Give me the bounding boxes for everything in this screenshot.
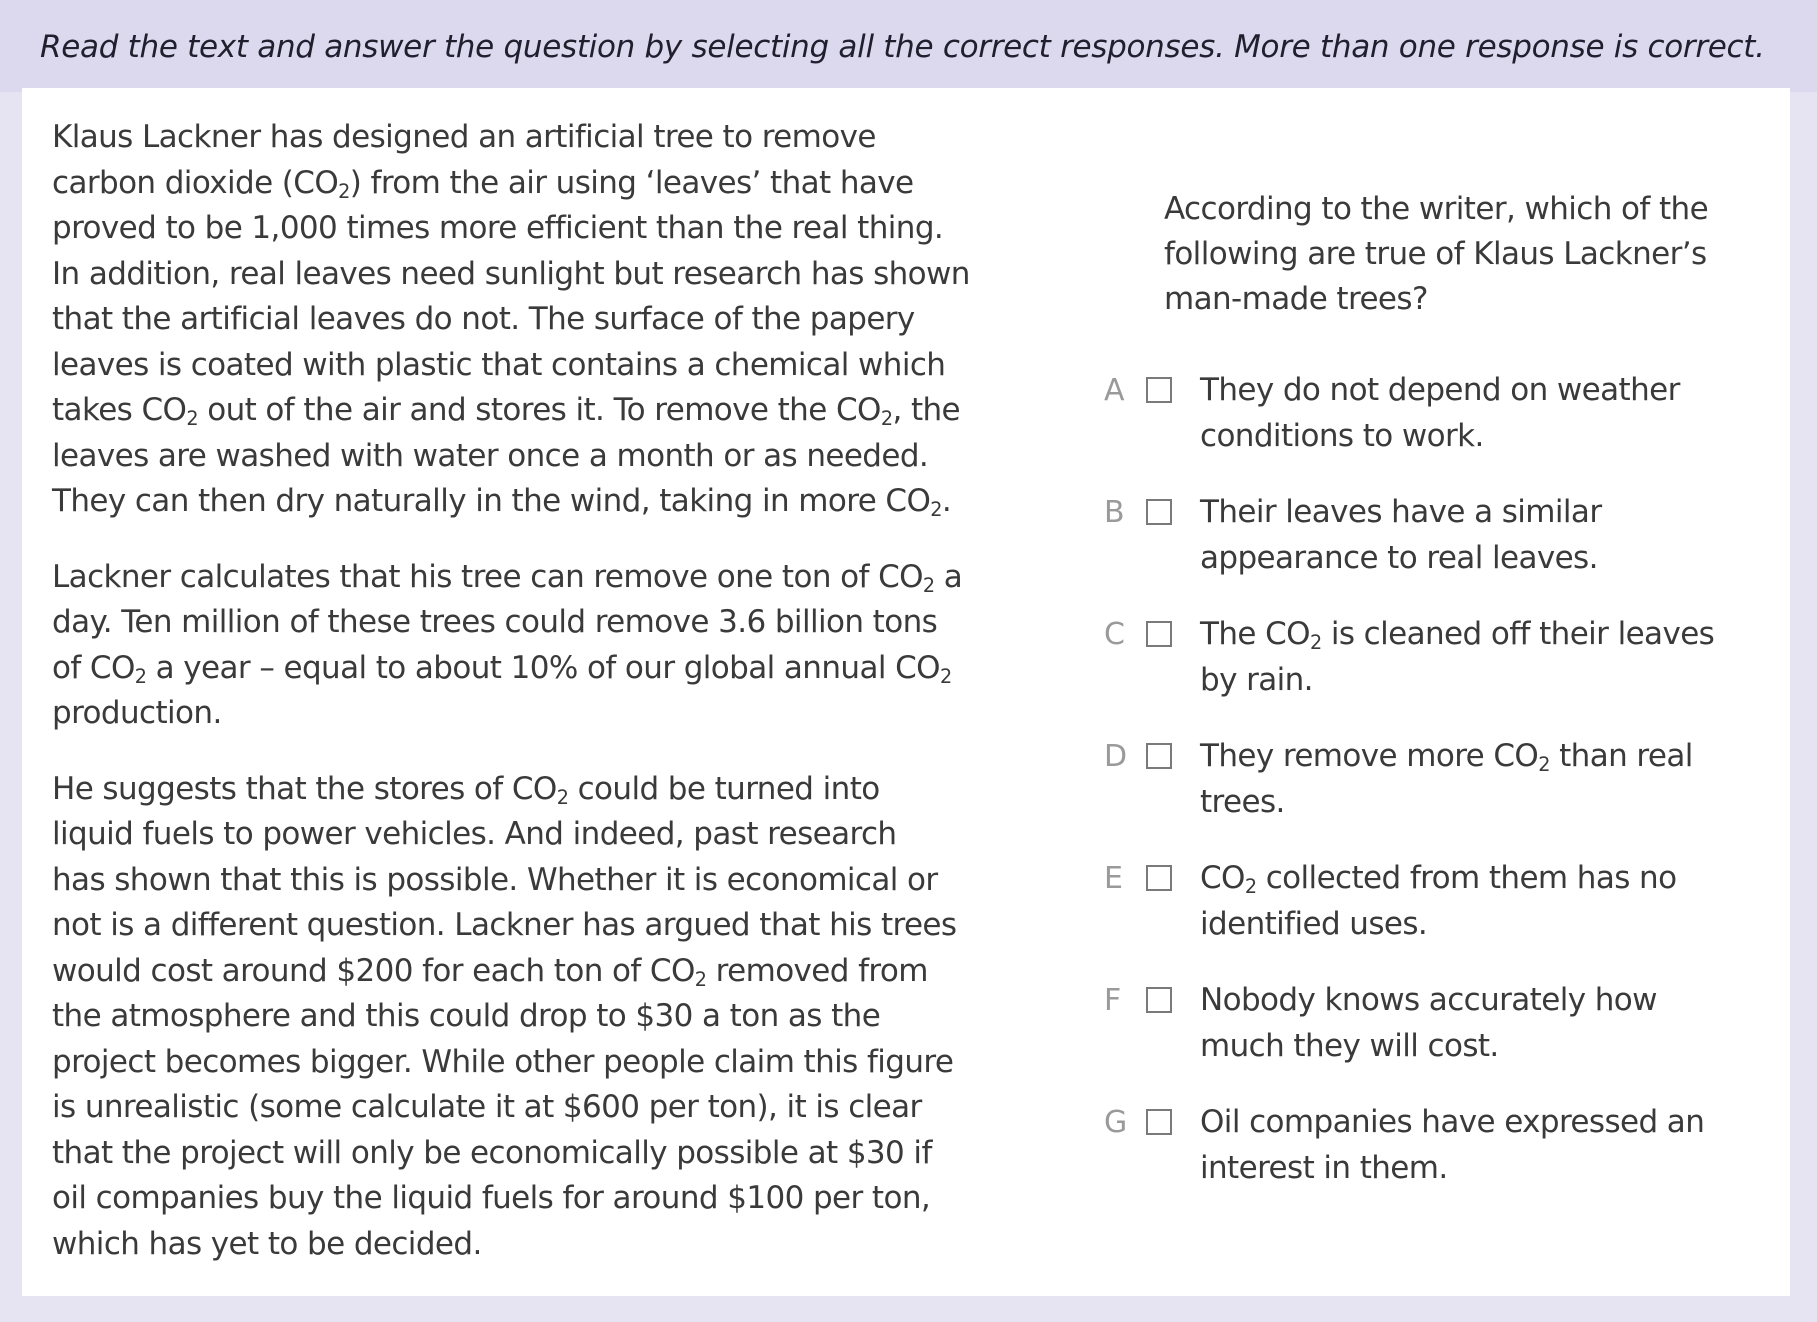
option-letter: B xyxy=(1104,495,1125,530)
passage-text: production. xyxy=(52,695,222,731)
passage-text: Klaus Lackner has designed an artificial tree to remove carbon dioxide (CO xyxy=(52,119,876,201)
subscript: 2 xyxy=(939,664,952,688)
passage-text: Lackner calculates that his tree can remove one ton of CO xyxy=(52,558,923,595)
passage-paragraph-2 xyxy=(52,555,1012,737)
option-text: is cleaned off their leaves by rain. xyxy=(1200,616,1715,698)
passage-text: He suggests that the stores of CO xyxy=(52,770,557,807)
checkbox-b[interactable] xyxy=(1146,499,1172,525)
checkbox-e[interactable] xyxy=(1146,865,1172,891)
option-letter: F xyxy=(1104,983,1122,1018)
subscript: 2 xyxy=(1538,752,1550,776)
subscript: 2 xyxy=(186,406,198,430)
option-text: collected from them has no identified uses. xyxy=(1200,860,1677,942)
instruction-bar xyxy=(0,0,1817,92)
option-text: than real trees. xyxy=(1200,738,1693,820)
answer-options xyxy=(1104,368,1784,1222)
option-label[interactable] xyxy=(1200,490,1760,581)
passage-text: ) from the air using ‘leaves’ that have proved to be 1,000 times more efficient than the real thing. In addition, real leaves need sunlight but research has shown that the artificial leaves do not. The surface of the papery leaves is coated with plastic that contains a chemical which takes CO xyxy=(52,164,970,428)
option-letter: E xyxy=(1104,861,1123,896)
option-f[interactable] xyxy=(1104,978,1784,1100)
option-label[interactable] xyxy=(1200,368,1760,459)
option-c[interactable] xyxy=(1104,612,1784,734)
passage-text: could be turned into liquid fuels to power vehicles. And indeed, past research has shown that this is possible. Whether it is economical or not is a different question. Lackner has argued that his trees would cost around $200 for each ton of CO xyxy=(52,770,957,989)
option-b[interactable] xyxy=(1104,490,1784,612)
checkbox-g[interactable] xyxy=(1146,1109,1172,1135)
option-letter: G xyxy=(1104,1105,1128,1140)
subscript: 2 xyxy=(880,406,893,430)
subscript: 2 xyxy=(694,967,707,991)
passage-text: a year – equal to about 10% of our global annual CO xyxy=(146,649,940,686)
option-d[interactable] xyxy=(1104,734,1784,856)
checkbox-f[interactable] xyxy=(1146,987,1172,1013)
option-text: Nobody knows accurately how much they will cost. xyxy=(1200,982,1657,1064)
subscript: 2 xyxy=(1309,630,1322,654)
subscript: 2 xyxy=(134,664,147,688)
subscript: 2 xyxy=(556,785,569,809)
instruction-text: Read the text and answer the question by selecting all the correct responses. More than one response is correct. xyxy=(40,29,1765,65)
checkbox-c[interactable] xyxy=(1146,621,1172,647)
option-a[interactable] xyxy=(1104,368,1784,490)
option-label[interactable] xyxy=(1200,978,1760,1069)
passage-text: . xyxy=(941,483,952,519)
option-label[interactable] xyxy=(1200,1100,1760,1191)
checkbox-a[interactable] xyxy=(1146,377,1172,403)
content-panel xyxy=(22,88,1790,1296)
option-text: Oil companies have expressed an interest in them. xyxy=(1200,1104,1705,1186)
passage-paragraph-3 xyxy=(52,767,1012,1268)
subscript: 2 xyxy=(1244,874,1257,898)
passage-text: removed from the atmosphere and this could drop to $30 a ton as the project becomes bigger. While other people claim this figure is unrealistic (some calculate it at $600 per ton), it is clear that the project will only be economically possible at $30 if oil companies buy the liquid fuels for around $100 per ton, which has yet to be decided. xyxy=(52,952,954,1262)
option-text: Their leaves have a similar appearance to real leaves. xyxy=(1200,494,1602,576)
subscript: 2 xyxy=(930,497,942,521)
option-text: They do not depend on weather conditions to work. xyxy=(1200,372,1680,454)
option-letter: A xyxy=(1104,373,1125,408)
subscript: 2 xyxy=(338,179,350,203)
option-text: CO xyxy=(1200,860,1245,896)
option-letter: D xyxy=(1104,739,1128,774)
question-text: According to the writer, which of the following are true of Klaus Lackner’s man-made trees? xyxy=(1164,191,1709,317)
passage-paragraph-1 xyxy=(52,115,1012,525)
reading-passage xyxy=(52,115,1012,1297)
option-g[interactable] xyxy=(1104,1100,1784,1222)
passage-text: out of the air and stores it. To remove the CO xyxy=(197,392,881,428)
passage-text: , the leaves are washed with water once a month or as needed. They can then dry naturally in the wind, taking in more CO xyxy=(52,392,961,519)
option-text: They remove more CO xyxy=(1200,738,1539,774)
passage-text: a day. Ten million of these trees could remove 3.6 billion tons of CO xyxy=(52,558,963,686)
option-text: The CO xyxy=(1200,616,1310,652)
subscript: 2 xyxy=(922,573,935,597)
option-e[interactable] xyxy=(1104,856,1784,978)
option-label[interactable] xyxy=(1200,856,1760,947)
checkbox-d[interactable] xyxy=(1146,743,1172,769)
option-label[interactable] xyxy=(1200,734,1760,825)
option-label[interactable] xyxy=(1200,612,1760,703)
option-letter: C xyxy=(1104,617,1125,652)
